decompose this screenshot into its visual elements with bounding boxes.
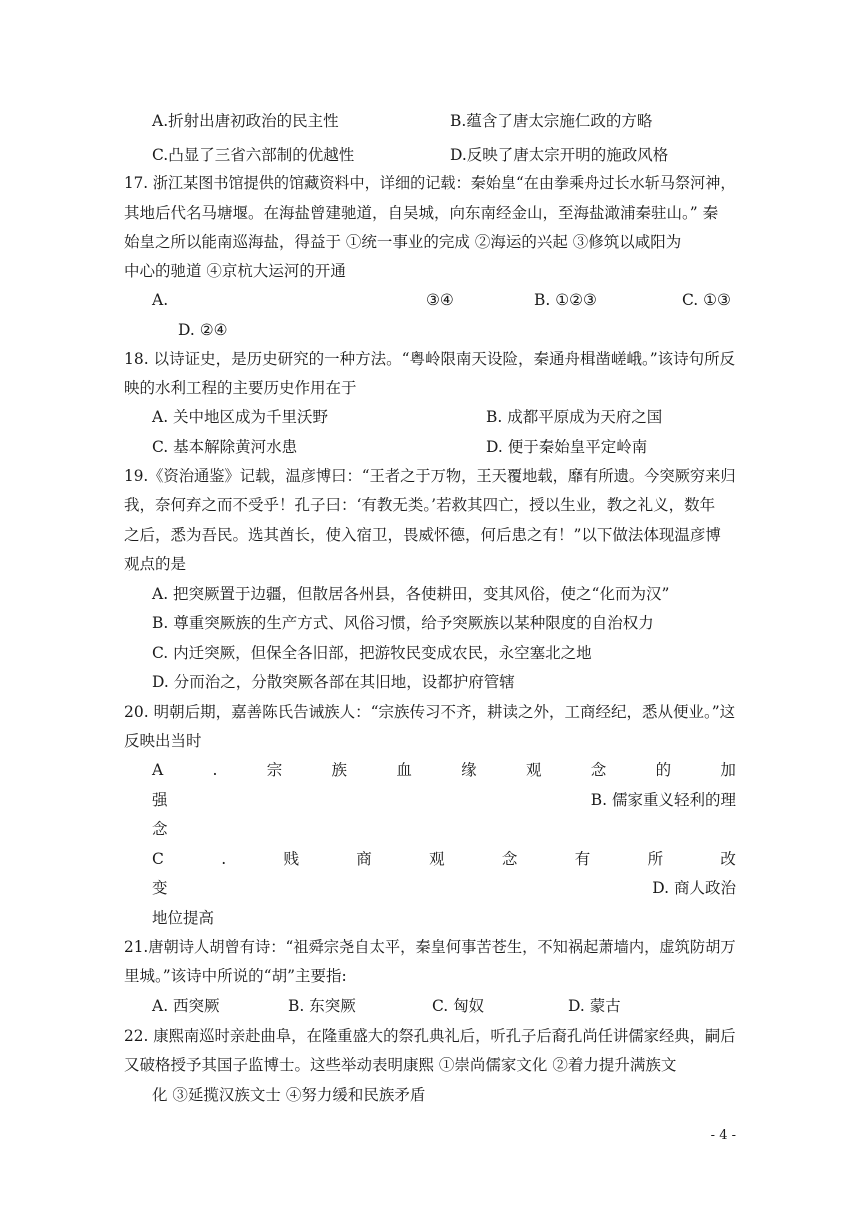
q20-option-c-char: 商 xyxy=(356,850,372,868)
q17-stem-line-2: 其地后代名马塘堰。在海盐曾建驰道，自吴城，向东南经金山，至海盐澉浦秦驻山。” 秦 xyxy=(124,204,719,222)
q21-option-a: A. 西突厥 xyxy=(152,997,220,1015)
q19-option-c: C. 内迁突厥，但保全各旧部，把游牧民变成农民，永空塞北之地 xyxy=(152,644,592,662)
q17-option-c: C. ①③ xyxy=(682,291,731,309)
q16-option-d: D.反映了唐太宗开明的施政风格 xyxy=(450,146,669,164)
q20-option-a-char: A xyxy=(152,761,164,779)
q20-option-a-char: . xyxy=(212,761,218,779)
q20-option-c-char: 改 xyxy=(720,850,736,868)
q22-stem-line-2: 又破格授予其国子监博士。这些举动表明康熙 ①崇尚儒家文化 ②着力提升满族文 xyxy=(124,1056,677,1074)
q18-stem-line-1: 18. 以诗证史，是历史研究的一种方法。“粤岭限南天设险，秦通舟楫凿嵯峨。”该诗句所反 xyxy=(124,350,736,368)
q20-option-a-char: 加 xyxy=(720,761,736,779)
q16-option-a: A.折射出唐初政治的民主性 xyxy=(152,112,339,130)
q20-option-c-char: 贱 xyxy=(283,850,299,868)
q17-option-a-value: ③④ xyxy=(426,291,454,309)
q17-stem-line-3: 始皇之所以能南巡海盐，得益于 ①统一事业的完成 ②海运的兴起 ③修筑以咸阳为 xyxy=(124,233,682,251)
q20-option-d-line-1: D. 商人政治 xyxy=(652,879,736,897)
q20-option-c-char: 念 xyxy=(501,850,518,868)
q17-option-b: B. ①②③ xyxy=(534,291,597,309)
q20-option-c-char: 所 xyxy=(647,850,664,868)
q19-stem-line-3: 之后，悉为吾民。选其酋长，使入宿卫，畏威怀德，何后患之有！”以下做法体现温彦博 xyxy=(124,526,721,544)
q21-stem-line-1: 21.唐朝诗人胡曾有诗：“祖舜宗尧自太平，秦皇何事苦苍生，不知祸起萧墙内，虚筑防胡万 xyxy=(124,938,736,956)
q19-stem-line-1: 19.《资治通鉴》记载，温彦博曰：“王者之于万物，王天覆地载，靡有所遗。今突厥穷来归 xyxy=(124,467,736,485)
q18-option-b: B. 成都平原成为天府之国 xyxy=(486,408,663,426)
q20-option-a-char: 念 xyxy=(590,761,607,779)
q20-option-a-char: 的 xyxy=(655,761,672,779)
q19-stem-line-4: 观点的是 xyxy=(124,555,187,573)
q20-option-a-char: 族 xyxy=(331,761,348,779)
q18-option-d: D. 便于秦始皇平定岭南 xyxy=(486,438,648,456)
q20-option-b-line-2: 念 xyxy=(152,820,168,838)
q17-stem-line-1: 17. 浙江某图书馆提供的馆藏资料中，详细的记载：秦始皇“在由拳乘舟过长水斩马祭河神， xyxy=(124,174,736,192)
q21-option-b: B. 东突厥 xyxy=(288,997,356,1015)
q19-stem-line-2: 我，奈何弃之而不受乎！孔子曰：‘有教无类。’若救其四亡，授以生业，教之礼义，数年 xyxy=(124,496,716,514)
page-number: - 4 - xyxy=(710,1128,736,1143)
q20-option-c-char: C xyxy=(152,850,164,868)
q22-stem-line-1: 22. 康熙南巡时亲赴曲阜，在隆重盛大的祭孔典礼后，听孔子后裔孔尚任讲儒家经典，嗣后 xyxy=(124,1027,736,1045)
q20-option-c-char: 有 xyxy=(574,850,591,868)
q20-option-a-char: 缘 xyxy=(461,761,477,779)
q21-stem-line-2: 里城。”该诗中所说的“胡”主要指: xyxy=(124,967,347,985)
q20-option-d-line-2: 地位提高 xyxy=(152,909,215,927)
q18-option-c: C. 基本解除黄河水患 xyxy=(152,438,298,456)
q20-option-c-tail: 变 xyxy=(152,879,168,897)
q16-option-c: C.凸显了三省六部制的优越性 xyxy=(152,146,355,164)
q17-option-a-label: A. xyxy=(152,291,169,309)
q20-option-c xyxy=(152,849,736,869)
q18-option-a: A. 关中地区成为千里沃野 xyxy=(152,408,329,426)
q19-option-d: D. 分而治之，分散突厥各部在其旧地，设都护府管辖 xyxy=(152,673,515,691)
q20-option-a-char: 观 xyxy=(525,761,542,779)
q17-stem-line-4: 中心的驰道 ④京杭大运河的开通 xyxy=(124,262,346,280)
q20-stem-line-1: 20. 明朝后期，嘉善陈氏告诫族人：“宗族传习不齐，耕读之外，工商经纪，悉从便业。”这 xyxy=(124,703,736,721)
q19-option-a: A. 把突厥置于边疆，但散居各州县，各使耕田，变其风俗，使之“化而为汉” xyxy=(152,585,670,603)
q21-option-c: C. 匈奴 xyxy=(432,997,485,1015)
q22-stem-line-3: 化 ③延揽汉族文士 ④努力缓和民族矛盾 xyxy=(152,1086,426,1104)
q20-option-a-char: 宗 xyxy=(266,761,283,779)
q17-option-d: D. ②④ xyxy=(178,321,228,339)
q18-stem-line-2: 映的水利工程的主要历史作用在于 xyxy=(124,379,357,397)
q19-option-b: B. 尊重突厥族的生产方式、风俗习惯，给予突厥族以某种限度的自治权力 xyxy=(152,614,654,632)
q21-option-d: D. 蒙古 xyxy=(568,997,621,1015)
q20-option-b-line-1: B. 儒家重义轻利的理 xyxy=(590,791,736,809)
q20-option-c-char: 观 xyxy=(429,850,445,868)
q20-option-a-tail: 强 xyxy=(152,791,168,809)
q20-stem-line-2: 反映出当时 xyxy=(124,732,202,750)
q20-option-a-char: 血 xyxy=(396,761,412,779)
q20-option-a xyxy=(152,760,736,780)
q20-option-c-char: . xyxy=(221,850,227,868)
q16-option-b: B.蕴含了唐太宗施仁政的方略 xyxy=(450,112,653,130)
